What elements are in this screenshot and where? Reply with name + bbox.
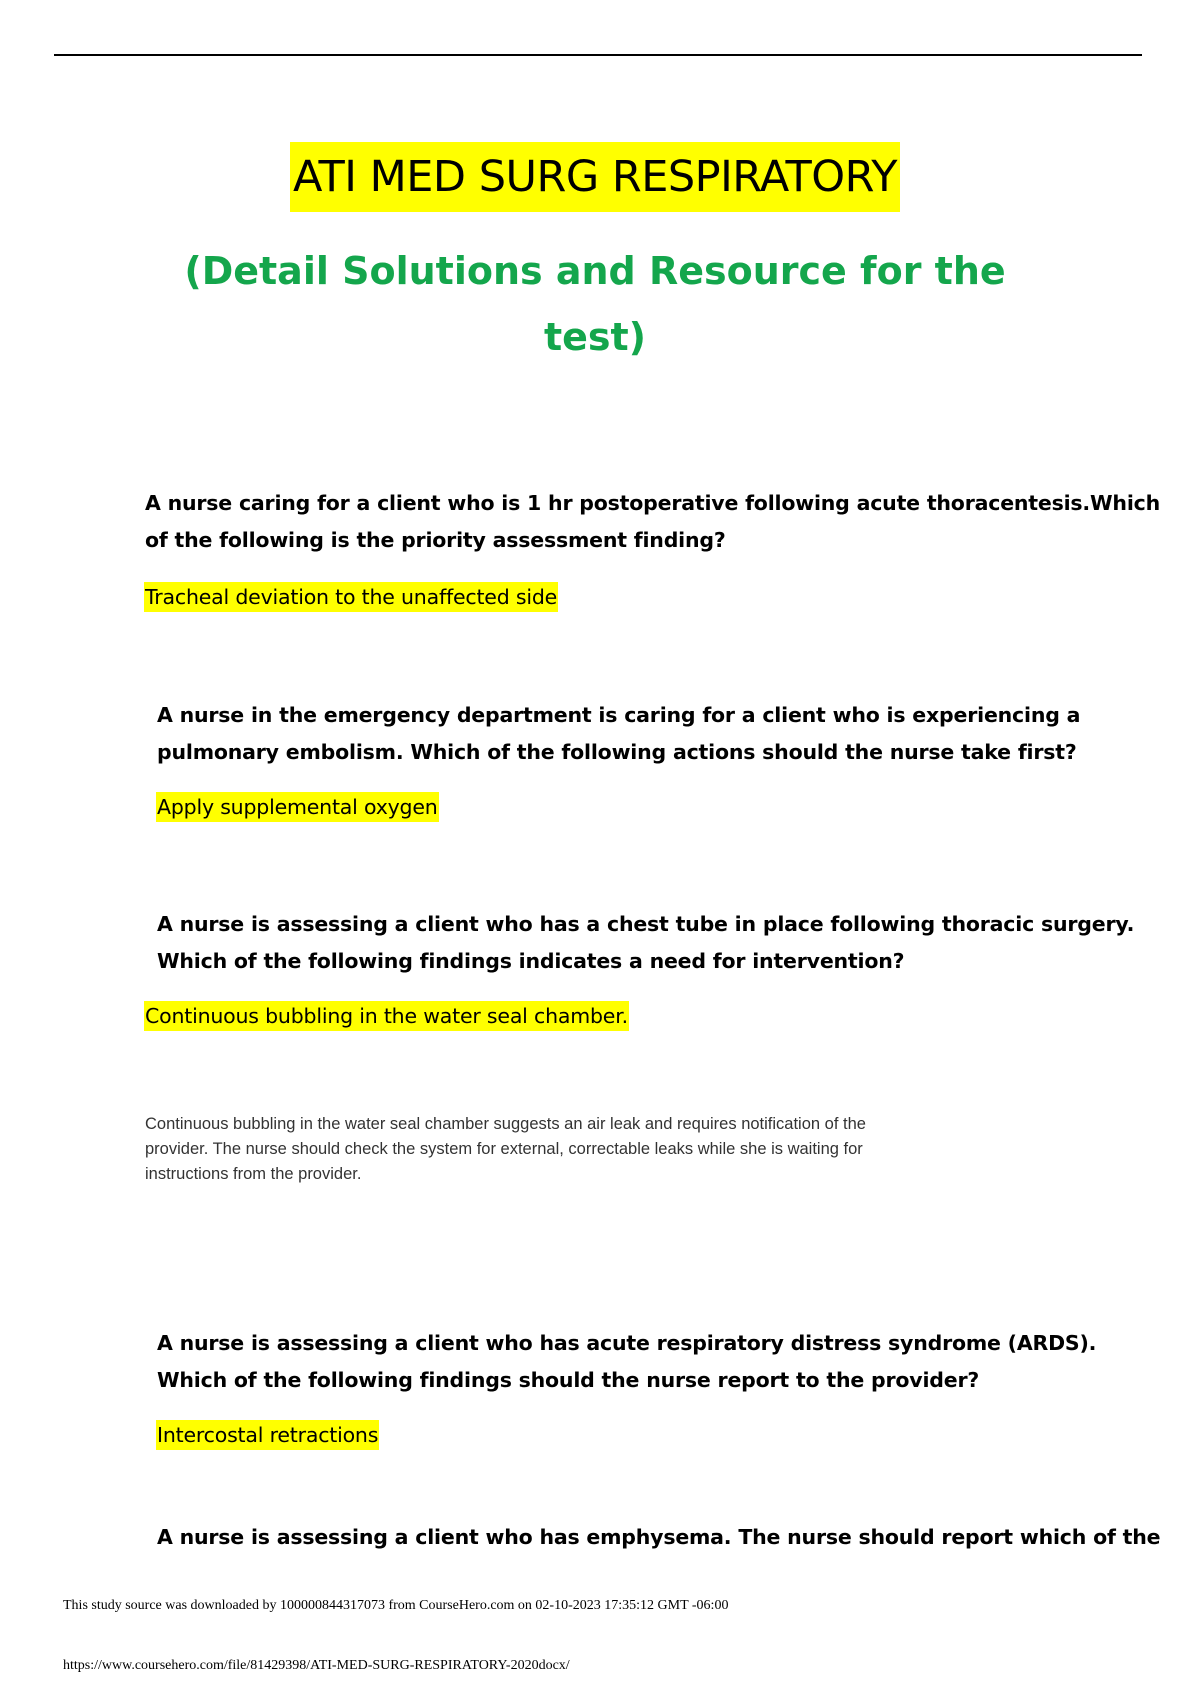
title-container (0, 142, 1190, 212)
question-3-line-2: Which of the following findings indicates a need for intervention? (157, 949, 905, 973)
question-3-line-1: A nurse is assessing a client who has a chest tube in place following thoracic surgery. (157, 912, 1135, 936)
document-subtitle (0, 238, 1190, 370)
question-4 (157, 1325, 1097, 1399)
subtitle-line-1: (Detail Solutions and Resource for the (184, 249, 1006, 293)
question-5-line-1: A nurse is assessing a client who has emphysema. The nurse should report which of the (157, 1525, 1161, 1549)
rationale-3-line-1: Continuous bubbling in the water seal chamber suggests an air leak and requires notification of the (145, 1115, 866, 1133)
question-1 (145, 485, 1160, 559)
header-rule (54, 54, 1142, 56)
document-title: ATI MED SURG RESPIRATORY (290, 142, 900, 212)
question-1-line-1: A nurse caring for a client who is 1 hr postoperative following acute thoracentesis.Which (145, 491, 1160, 515)
answer-2: Apply supplemental oxygen (156, 792, 439, 822)
question-2-line-2: pulmonary embolism. Which of the following actions should the nurse take first? (157, 740, 1077, 764)
question-1-line-2: of the following is the priority assessment finding? (145, 528, 726, 552)
answer-3: Continuous bubbling in the water seal chamber. (144, 1001, 629, 1031)
rationale-3 (145, 1112, 1005, 1187)
subtitle-line-2: test) (543, 315, 647, 359)
question-5 (157, 1519, 1161, 1556)
footer-source-note: This study source was downloaded by 100000844317073 from CourseHero.com on 02-10-2023 17:35:12 GMT -06:00 (63, 1598, 729, 1613)
question-3 (157, 906, 1135, 980)
rationale-3-line-2: provider. The nurse should check the system for external, correctable leaks while she is waiting for (145, 1140, 863, 1158)
question-2-line-1: A nurse in the emergency department is caring for a client who is experiencing a (157, 703, 1081, 727)
rationale-3-line-3: instructions from the provider. (145, 1165, 362, 1183)
question-2 (157, 697, 1081, 771)
answer-1: Tracheal deviation to the unaffected side (144, 582, 558, 612)
question-4-line-2: Which of the following findings should the nurse report to the provider? (157, 1368, 980, 1392)
question-4-line-1: A nurse is assessing a client who has acute respiratory distress syndrome (ARDS). (157, 1331, 1097, 1355)
answer-4: Intercostal retractions (156, 1420, 379, 1450)
footer-url-link[interactable]: https://www.coursehero.com/file/81429398/ATI-MED-SURG-RESPIRATORY-2020docx/ (63, 1658, 570, 1673)
